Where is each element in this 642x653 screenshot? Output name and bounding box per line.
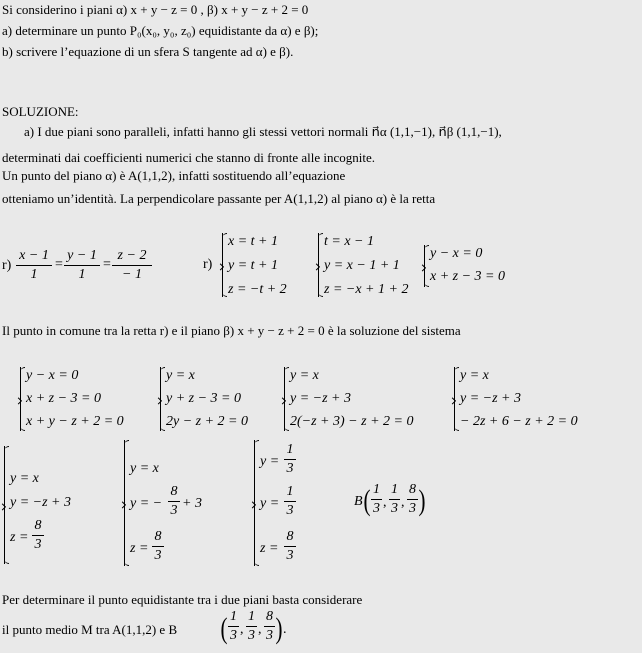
fraction-3: z − 2 − 1 [112, 248, 152, 283]
sys-r2-row-3: z = −x + 1 + 2 [324, 282, 409, 297]
sys-r2-row-2: y = x − 1 + 1 [324, 258, 400, 273]
final-period: . [283, 622, 287, 637]
intro-line-2: a) determinare un punto P₀(x₀, y₀, z₀) equidistante da α) e β); [2, 23, 319, 38]
sys-c-row-2: y = −z + 3 [290, 391, 352, 406]
sys-b-row-2: y + z − 3 = 0 [166, 391, 242, 406]
sys-g-fraction-1: 1 3 [284, 442, 296, 477]
sys-r3-row-2: x + z − 3 = 0 [430, 269, 506, 284]
sys-g-fraction-3: 8 3 [284, 529, 296, 564]
sys-f-row-2-tail: + 3 [182, 496, 202, 511]
solution-paragraph-5: Il punto in comune tra la retta r) e il piano β) x + y − z + 2 = 0 è la soluzione del sistema [2, 323, 461, 338]
sys-g-row-3-label: z = [260, 541, 279, 556]
equals-2: = [103, 257, 111, 272]
sys-a-row-3: x + y − z + 2 = 0 [26, 414, 124, 429]
solution-paragraph-2: determinati dai coefficienti numerici che stanno di fronte alle incognite. [2, 150, 376, 165]
point-b-open-paren: ( [363, 484, 371, 517]
solution-paragraph-4: otteniamo un’identità. La perpendicolare passante per A(1,1,2) al piano α) è la retta [2, 191, 436, 206]
midpoint-b-comma-1: , [240, 622, 244, 637]
sys-d-row-1: y = x [460, 368, 489, 383]
sys-b-row-1: y = x [166, 368, 195, 383]
sys-r2-row-1: t = x − 1 [324, 234, 374, 249]
fraction-2: y − 1 1 [64, 248, 100, 283]
midpoint-b-comma-2: , [258, 622, 262, 637]
sys-f-fraction-1: 8 3 [168, 484, 180, 519]
sys-f-row-1: y = x [130, 461, 159, 476]
solution-paragraph-7: il punto medio M tra A(1,1,2) e B [2, 622, 178, 637]
sys-f-row-2-label: y = − [130, 496, 163, 511]
sys-e-row-2: y = −z + 3 [10, 495, 72, 510]
sys-e-fraction: 8 3 [32, 518, 44, 553]
point-b-comma-1: , [383, 495, 387, 510]
solution-paragraph-3: Un punto del piano α) è A(1,1,2), infatti sostituendo all’equazione [2, 168, 346, 183]
intro-line-3: b) scrivere l’equazione di un sfera S tangente ad α) e β). [2, 44, 294, 59]
sys-c-row-1: y = x [290, 368, 319, 383]
sys-r1-row-1: x = t + 1 [228, 234, 278, 249]
sys-r1-row-2: y = t + 1 [228, 258, 278, 273]
sys-f-row-3-label: z = [130, 541, 149, 556]
sys-r3-row-1: y − x = 0 [430, 246, 483, 261]
sys-e-row-1: y = x [10, 471, 39, 486]
sys-r1-label: r) [203, 257, 213, 272]
midpoint-b-fraction-1: 1 3 [230, 609, 237, 643]
midpoint-b-close-paren: ) [275, 612, 283, 645]
point-b-close-paren: ) [418, 484, 426, 517]
sys-e-row-3-label: z = [10, 530, 29, 545]
sys-d-row-2: y = −z + 3 [460, 391, 522, 406]
sys-g-fraction-2: 1 3 [284, 484, 296, 519]
sys-b-row-3: 2y − z + 2 = 0 [166, 414, 249, 429]
sys-a-row-2: x + z − 3 = 0 [26, 391, 102, 406]
sys-r1-row-3: z = −t + 2 [228, 282, 287, 297]
fraction-1: x − 1 1 [16, 248, 52, 283]
point-b-fraction-2: 1 3 [391, 482, 398, 516]
point-b-label: B [354, 494, 363, 509]
solution-heading: SOLUZIONE: [2, 104, 79, 119]
midpoint-b-fraction-2: 1 3 [248, 609, 255, 643]
midpoint-b-fraction-3: 8 3 [266, 609, 273, 643]
equals-1: = [55, 257, 63, 272]
point-b-comma-2: , [401, 495, 405, 510]
point-b-fraction-3: 8 3 [409, 482, 416, 516]
intro-line-1: Si considerino i piani α) x + y − z = 0 , β) x + y − z + 2 = 0 [2, 2, 309, 17]
line-r-label: r) [2, 258, 12, 273]
sys-a-row-1: y − x = 0 [26, 368, 79, 383]
sys-f-fraction-2: 8 3 [152, 529, 164, 564]
sys-d-row-3: − 2z + 6 − z + 2 = 0 [460, 414, 578, 429]
solution-paragraph-1: a) I due piani sono paralleli, infatti hanno gli stessi vettori normali n⃗α (1,1,−1), n⃗β (1,1,−1), [24, 124, 502, 139]
midpoint-b-open-paren: ( [220, 612, 228, 645]
solution-paragraph-6: Per determinare il punto equidistante tra i due piani basta considerare [2, 592, 363, 607]
point-b-fraction-1: 1 3 [373, 482, 380, 516]
sys-g-row-1-label: y = [260, 454, 280, 469]
sys-c-row-3: 2(−z + 3) − z + 2 = 0 [290, 414, 414, 429]
sys-g-row-2-label: y = [260, 496, 280, 511]
